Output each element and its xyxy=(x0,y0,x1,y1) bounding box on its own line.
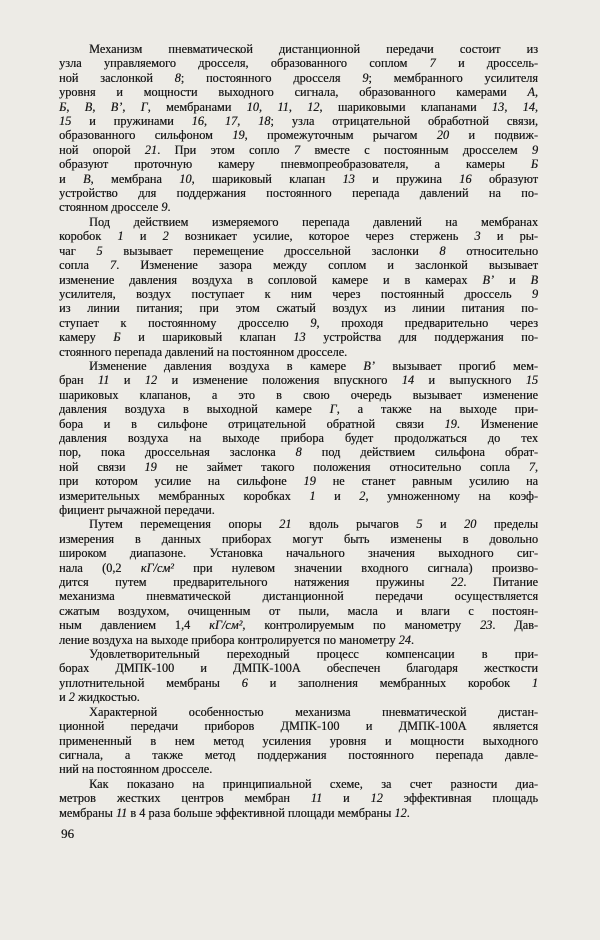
figure-reference: 19 xyxy=(303,474,316,489)
text-segment: и xyxy=(59,171,83,186)
text-segment: борах ДМПК-100 и ДМПК-100А обеспечен благодаря жесткости xyxy=(59,661,538,676)
text-line xyxy=(59,373,538,387)
text-segment: , xyxy=(534,85,538,100)
figure-reference: 6 xyxy=(241,675,248,690)
text-segment: , xyxy=(203,114,225,129)
text-line xyxy=(59,661,538,675)
text-segment: ной опорой xyxy=(59,142,145,157)
figure-reference: 12 xyxy=(394,805,407,820)
text-segment: ; мембранного усилителя xyxy=(368,70,538,85)
text-segment: ной связи xyxy=(59,459,145,474)
text-segment: уплотнительной мембраны xyxy=(59,675,242,690)
text-line xyxy=(59,474,538,488)
text-line xyxy=(59,647,538,661)
text-segment: , умноженному на коэф- xyxy=(365,488,538,503)
text-segment: ; постоянного дросселя xyxy=(180,70,363,85)
text-segment: , промежуточным рычагом xyxy=(244,128,437,143)
figure-reference: 13 xyxy=(293,330,306,345)
text-line xyxy=(59,128,538,142)
figure-reference: 2 xyxy=(162,229,169,244)
text-segment: ний на постоянном дросселе. xyxy=(59,762,213,777)
text-segment: в 4 раза больше эффективной площади мембраны xyxy=(127,805,395,820)
text-segment: механизма пневматической дистанционной передачи осуществляется xyxy=(59,589,538,604)
text-segment: бора и в сильфоне отрицательной обратной связи xyxy=(59,416,445,431)
text-segment: Удовлетворительный переходный процесс компенсации в при- xyxy=(89,647,538,662)
text-line xyxy=(59,157,538,171)
text-segment: Под действием измеряемого перепада давлений на мембранах xyxy=(89,214,538,229)
text-segment: дится путем предварительного натяжения пружины xyxy=(59,575,451,590)
text-segment: из линии питания; при этом сжатый воздух из линии питания по- xyxy=(59,301,538,316)
text-line xyxy=(59,589,538,603)
text-segment: Изменение давления воздуха в камере xyxy=(89,358,364,373)
text-segment: ным давлением 1,4 xyxy=(59,618,210,633)
figure-reference: 12 xyxy=(370,791,383,806)
figure-reference: 5 xyxy=(96,243,103,258)
text-segment: , xyxy=(92,99,111,114)
text-segment: , xyxy=(504,99,523,114)
figure-reference: 21 xyxy=(279,517,292,532)
text-segment: вызывает перемещение дроссельной заслонки xyxy=(102,243,440,258)
text-segment: и xyxy=(109,373,145,388)
figure-reference: 9 xyxy=(161,200,168,215)
text-segment: , xyxy=(258,99,278,114)
text-segment: , xyxy=(122,99,141,114)
text-segment: сопла xyxy=(59,258,110,273)
text-segment: бран xyxy=(59,373,98,388)
figure-reference: Б xyxy=(530,157,538,172)
text-segment: устройство для поддержания постоянного перепада давлений на по- xyxy=(59,186,538,201)
figure-reference: В xyxy=(82,171,91,186)
paragraph xyxy=(59,359,538,517)
figure-reference: 22 xyxy=(450,575,464,590)
page-number: 96 xyxy=(61,826,74,841)
text-segment: стоянного перепада давлений на постоянном дросселе. xyxy=(59,344,348,359)
text-line xyxy=(59,172,538,186)
text-segment: измерительных мембранных коробках xyxy=(59,488,310,503)
figure-reference: кГ/см² xyxy=(209,618,243,633)
text-segment: Путем перемещения опоры xyxy=(89,517,280,532)
text-segment: ционной передачи приборов ДМПК-100 и ДМПК-100А является xyxy=(59,719,538,734)
text-line xyxy=(59,517,538,531)
paragraph xyxy=(59,215,538,359)
text-line xyxy=(59,42,538,56)
text-segment: . xyxy=(406,805,410,820)
figure-reference: Г xyxy=(329,402,337,417)
text-line xyxy=(59,546,538,560)
figure-reference: В xyxy=(530,272,538,287)
text-segment: и пружинами xyxy=(71,114,192,129)
text-line xyxy=(59,561,538,575)
text-line xyxy=(59,215,538,229)
text-segment: и xyxy=(493,272,531,287)
text-segment: . Дав- xyxy=(492,618,538,633)
figure-reference: кГ/см² xyxy=(140,560,174,575)
text-segment: давления воздуха на выходе прибора будет продолжаться до тех xyxy=(59,430,538,445)
text-segment: и изменение положения впускного xyxy=(157,373,402,388)
text-segment: ление воздуха на выходе прибора контролируется по манометру xyxy=(59,632,399,647)
text-segment: ступает к постоянному дросселю xyxy=(59,315,311,330)
figure-reference: 7 xyxy=(528,459,535,474)
text-segment: узла управляемого дросселя, образованного соплом xyxy=(59,56,430,71)
figure-reference: А xyxy=(527,85,535,100)
text-line xyxy=(59,417,538,431)
text-segment: и дроссель- xyxy=(435,56,539,71)
text-segment: Как показано на принципиальной схеме, за счет разности диа- xyxy=(89,776,538,791)
figure-reference: 13 xyxy=(342,171,355,186)
text-segment: образованного сильфоном xyxy=(59,128,233,143)
text-segment: . Изменение xyxy=(456,416,538,431)
text-segment: , xyxy=(237,114,259,129)
figure-reference: В’ xyxy=(363,358,375,373)
text-segment: метров жестких центров мембран xyxy=(59,791,311,806)
text-line xyxy=(59,762,538,776)
figure-reference: Б xyxy=(59,99,67,114)
text-line xyxy=(59,258,538,272)
text-segment: возникает усилие, которое через стержень xyxy=(168,229,475,244)
figure-reference: 9 xyxy=(531,286,538,301)
text-line xyxy=(59,705,538,719)
text-segment: . Изменение зазора между соплом и заслонкой вызывает xyxy=(116,258,538,273)
text-line xyxy=(59,489,538,503)
text-segment: уровня и мощности выходного сигнала, образованного камерами xyxy=(59,85,528,100)
text-segment: и подвиж- xyxy=(448,128,538,143)
text-segment: Механизм пневматической дистанционной передачи состоит из xyxy=(89,42,538,56)
text-segment: изменение давления воздуха в сопловой камере и в камерах xyxy=(59,272,483,287)
figure-reference: 17 xyxy=(224,114,238,129)
text-segment: измерения в данных приборах могут быть изменены в довольно xyxy=(59,531,538,546)
text-line xyxy=(59,460,538,474)
text-line xyxy=(59,690,538,704)
figure-reference: 16 xyxy=(191,114,204,129)
figure-reference: 13 xyxy=(491,99,505,114)
figure-reference: 5 xyxy=(416,517,423,532)
figure-reference: 19 xyxy=(232,128,245,143)
figure-reference: Г xyxy=(140,99,148,114)
text-segment: Характерной особенностью механизма пневматической дистан- xyxy=(89,704,538,719)
text-segment: вместе с постоянным дросселем xyxy=(299,142,532,157)
text-segment: вдоль рычагов xyxy=(291,517,417,532)
figure-reference: Б xyxy=(113,330,121,345)
text-segment: , xyxy=(288,99,308,114)
text-segment: примененный в нем метод усиления уровня и мощности выходного xyxy=(59,733,538,748)
text-segment: относительно xyxy=(445,243,538,258)
text-line xyxy=(59,402,538,416)
text-segment: , мембранами xyxy=(147,99,247,114)
text-line xyxy=(59,316,538,330)
text-line xyxy=(59,503,538,517)
figure-reference: В’ xyxy=(482,272,494,287)
text-line xyxy=(59,777,538,791)
text-segment: мембраны xyxy=(59,805,116,820)
text-line xyxy=(59,734,538,748)
text-segment: жидкостью. xyxy=(74,690,140,705)
figure-reference: 10 xyxy=(179,171,192,186)
text-line xyxy=(59,71,538,85)
text-segment: и пружина xyxy=(354,171,460,186)
text-segment: пределы xyxy=(476,517,538,532)
figure-reference: 16 xyxy=(459,171,472,186)
text-block xyxy=(59,42,538,820)
text-line xyxy=(59,229,538,243)
text-segment: при нулевом значении входного сигнала) произво- xyxy=(173,560,538,575)
text-line xyxy=(59,143,538,157)
text-line xyxy=(59,200,538,214)
text-segment: пор, пока дроссельная заслонка xyxy=(59,445,296,460)
text-segment: и выпускного xyxy=(413,373,526,388)
figure-reference: 7 xyxy=(109,258,117,273)
figure-reference: 11 xyxy=(277,99,289,114)
figure-reference: 11 xyxy=(115,805,128,820)
text-line xyxy=(59,85,538,99)
text-segment: , xyxy=(534,459,538,474)
text-segment: , контролируемым по манометру xyxy=(242,618,480,633)
text-segment: . xyxy=(410,632,414,647)
figure-reference: 23 xyxy=(479,618,493,633)
figure-reference: 7 xyxy=(429,56,436,71)
text-line xyxy=(59,633,538,647)
text-segment: и xyxy=(315,488,360,503)
figure-reference: 19 xyxy=(144,459,157,474)
text-segment: при котором усилие на сильфоне xyxy=(59,474,304,489)
figure-reference: 9 xyxy=(362,70,369,85)
text-line xyxy=(59,431,538,445)
text-segment: , а также на выходе при- xyxy=(336,402,538,417)
text-line xyxy=(59,719,538,733)
text-segment: сигнала, а также метод поддержания постоянного перепада давле- xyxy=(59,747,538,762)
text-segment: , шариковый клапан xyxy=(191,171,343,186)
text-segment: коробок xyxy=(59,229,118,244)
figure-reference: 8 xyxy=(439,243,446,258)
text-line xyxy=(59,791,538,805)
text-segment: устройства для поддержания по- xyxy=(305,330,538,345)
text-segment: , xyxy=(534,99,538,114)
figure-reference: 1 xyxy=(531,675,539,690)
text-segment: , мембрана xyxy=(90,171,180,186)
figure-reference: 15 xyxy=(59,114,72,129)
text-segment: чаг xyxy=(59,243,97,258)
text-segment: и xyxy=(59,690,69,705)
text-segment: шариковых клапанов, а это в свою очередь вызывает изменение xyxy=(59,387,538,402)
text-line xyxy=(59,575,538,589)
figure-reference: 18 xyxy=(258,114,271,129)
text-line xyxy=(59,330,538,344)
text-line xyxy=(59,244,538,258)
figure-reference: 7 xyxy=(293,142,300,157)
figure-reference: 8 xyxy=(174,70,181,85)
figure-reference: 3 xyxy=(474,229,481,244)
text-line xyxy=(59,676,538,690)
text-segment: и ры- xyxy=(480,229,538,244)
text-segment: и xyxy=(123,229,163,244)
text-segment: ной заслонкой xyxy=(59,70,175,85)
figure-reference: 2 xyxy=(359,488,366,503)
figure-reference: 9 xyxy=(531,142,538,157)
text-segment: нала (0,2 xyxy=(59,560,141,575)
text-segment: вызывает прогиб мем- xyxy=(374,358,538,373)
text-segment: и заполнения мембранных коробок xyxy=(247,675,532,690)
text-segment: . При этом сопло xyxy=(157,142,294,157)
figure-reference: В’ xyxy=(110,99,123,114)
text-segment: , шариковыми клапанами xyxy=(319,99,492,114)
text-line xyxy=(59,748,538,762)
text-segment: фициент рычажной передачи. xyxy=(59,503,215,517)
text-line xyxy=(59,186,538,200)
text-segment: эффективная площадь xyxy=(382,791,538,806)
figure-reference: 2 xyxy=(68,690,75,705)
text-segment: не займет такого положения относительно сопла xyxy=(156,459,529,474)
text-segment: камеру xyxy=(59,330,114,345)
text-line xyxy=(59,301,538,315)
figure-reference: 14 xyxy=(401,373,414,388)
figure-reference: 1 xyxy=(309,488,316,503)
figure-reference: 14 xyxy=(522,99,535,114)
figure-reference: 15 xyxy=(525,373,539,388)
text-line xyxy=(59,100,538,114)
text-segment: , проходя предварительно через xyxy=(316,315,538,330)
figure-reference: 9 xyxy=(310,315,317,330)
figure-reference: 1 xyxy=(117,229,124,244)
text-segment: стоянном дросселе xyxy=(59,200,162,215)
paragraph xyxy=(59,647,538,705)
text-segment: усилителя, воздух поступает к ним через постоянный дроссель xyxy=(59,286,532,301)
paragraph xyxy=(59,777,538,820)
text-segment: ; узла отрицательной обработной связи, xyxy=(270,114,538,129)
text-segment: сжатым воздухом, очищенным от пыли, масла и влаги с постоян- xyxy=(59,603,538,618)
figure-reference: 12 xyxy=(144,373,158,388)
text-segment: и xyxy=(422,517,465,532)
figure-reference: 11 xyxy=(310,791,323,806)
text-segment: образуют проточную камеру пневмопреобразователя, а камеры xyxy=(59,157,531,172)
figure-reference: 12 xyxy=(307,99,320,114)
text-segment: . Питание xyxy=(463,575,538,590)
text-segment: , xyxy=(66,99,85,114)
text-segment: образуют xyxy=(471,171,538,186)
figure-reference: 20 xyxy=(464,517,477,532)
text-line xyxy=(59,618,538,632)
figure-reference: 24 xyxy=(398,632,411,647)
figure-reference: 10 xyxy=(246,99,259,114)
figure-reference: 20 xyxy=(436,128,449,143)
figure-reference: 8 xyxy=(295,445,302,460)
figure-reference: 19 xyxy=(444,416,457,431)
text-line xyxy=(59,604,538,618)
text-line xyxy=(59,532,538,546)
text-line xyxy=(59,287,538,301)
text-line xyxy=(59,56,538,70)
text-segment: . xyxy=(167,200,171,215)
text-line xyxy=(59,359,538,373)
text-segment: и xyxy=(322,791,371,806)
figure-reference: 21 xyxy=(144,142,158,157)
text-segment: под действием сильфона обрат- xyxy=(301,445,538,460)
text-line xyxy=(59,114,538,128)
text-line xyxy=(59,445,538,459)
figure-reference: В xyxy=(84,99,93,114)
text-segment: широком диапазоне. Установка начального значения выходного сиг- xyxy=(59,546,538,561)
text-line xyxy=(59,273,538,287)
text-line xyxy=(59,806,538,820)
text-segment: и шариковый клапан xyxy=(120,330,294,345)
paragraph xyxy=(59,517,538,647)
paragraph xyxy=(59,42,538,215)
text-line xyxy=(59,345,538,359)
text-segment: давления воздуха в выходной камере xyxy=(59,402,330,417)
text-segment: не станет равным усилию на xyxy=(315,474,538,489)
paragraph xyxy=(59,705,538,777)
figure-reference: 11 xyxy=(97,373,110,388)
text-line xyxy=(59,388,538,402)
